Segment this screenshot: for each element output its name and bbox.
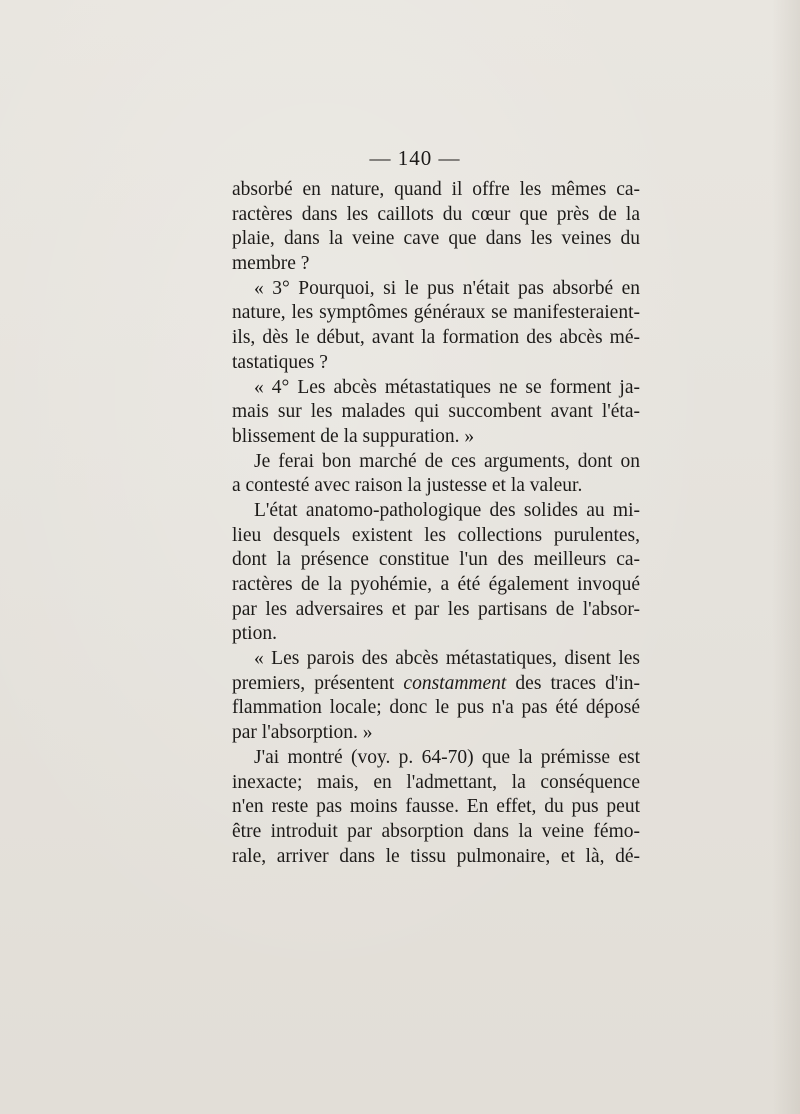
text-line: J'ai montré (voy. p. 64-70) que la prémisse est (254, 746, 640, 768)
text-line: blissement de la suppuration. » (232, 425, 475, 447)
text-line: Je ferai bon marché de ces arguments, dont on (254, 450, 640, 472)
text-line: ractères dans les caillots du cœur que près de la (232, 203, 640, 225)
text-line: « Les parois des abcès métastatiques, disent les (254, 648, 640, 670)
text-line: dont la présence constitue l'un des meilleurs ca- (232, 549, 640, 571)
text-line: inexacte; mais, en l'admettant, la conséquence (232, 771, 640, 793)
text-line: être introduit par absorption dans la veine fémo- (232, 820, 640, 842)
text-line: ils, dès le début, avant la formation des abcès mé- (232, 327, 640, 349)
text-line: tastatiques ? (232, 351, 328, 373)
text-line: nature, les symptômes généraux se manifesteraient- (232, 302, 640, 324)
text-segment: des traces d'in- (515, 672, 640, 694)
text-line: a contesté avec raison la justesse et la valeur. (232, 475, 583, 497)
text-line: L'état anatomo-pathologique des solides au mi- (254, 499, 640, 521)
text-line: n'en reste pas moins fausse. En effet, du pus peut (232, 796, 640, 818)
text-line: lieu desquels existent les collections purulentes, (232, 524, 640, 546)
text-line: « 4° Les abcès métastatiques ne se forment ja- (254, 376, 640, 398)
text-line: membre ? (232, 253, 310, 275)
text-line: mais sur les malades qui succombent avant l'éta- (232, 401, 640, 423)
text-line: rale, arriver dans le tissu pulmonaire, et là, dé- (232, 845, 640, 867)
page-number: — 140 — (369, 146, 461, 170)
text-line: ractères de la pyohémie, a été également invoqué (232, 574, 640, 595)
italic-emphasis: constamment (403, 672, 507, 694)
text-segment: premiers, présentent (232, 672, 395, 694)
text-line: absorbé en nature, quand il offre les mêmes ca- (232, 179, 640, 200)
text-line: par l'absorption. » (232, 722, 373, 744)
text-line: flammation locale; donc le pus n'a pas été déposé (232, 697, 640, 719)
text-line-mixed (232, 672, 640, 697)
body-text (232, 178, 640, 869)
text-line: « 3° Pourquoi, si le pus n'était pas absorbé en (254, 277, 640, 299)
text-line: par les adversaires et par les partisans de l'absor- (232, 598, 640, 620)
text-line: plaie, dans la veine cave que dans les veines du (232, 228, 640, 250)
text-line: ption. (232, 623, 277, 645)
